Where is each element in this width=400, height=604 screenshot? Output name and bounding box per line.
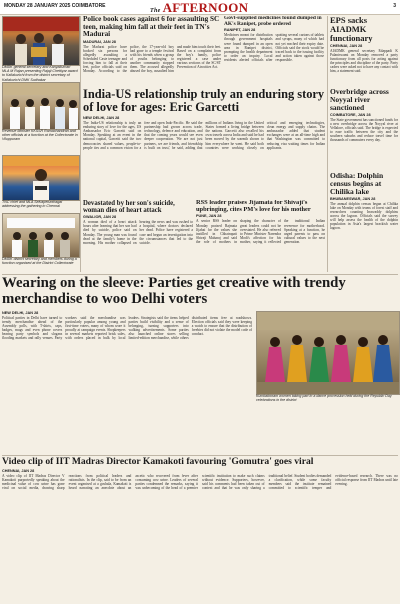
headline-rss: RSS leader praises Jijamata for Shivaji's upbringing, cites PM's love for his mother [196, 200, 311, 213]
story-overbridge [330, 88, 398, 170]
story-rss [196, 200, 325, 272]
body-odisha: The annual dolphin census began at Chilika lake on Monday with teams of forest staff and researchers counting Irrawaddy dolphins across the lagoon. Officials said the survey will help assess the health of the dolphin population in Asia's largest brackish water lagoon. [330, 201, 398, 231]
masthead [0, 0, 400, 15]
story-eps [330, 16, 398, 86]
body-eps: AIADMK general secretary Edappadi K Palaniswami on Monday removed a party functionary from all posts for acting against the principles and discipline of the party. Party cadres were asked not to have any contact with him, a statement said. [330, 48, 398, 74]
photo-dmdk-meeting [2, 213, 80, 258]
photo-republic-day-dance [256, 311, 400, 395]
story-garcetti [83, 88, 325, 198]
dateline-police: MADURAI, JAN 28 [83, 39, 116, 44]
photo-collectorate-caption: Revenue Minister KKSSR Ramachandran and other officials at a function at the Collectorate in Viluppuram [2, 129, 78, 142]
body-garcetti: The India-US relationship is truly an enduring story of love for the ages, US Ambassador Eric Garcetti said on Monday. Speaking at an event in the national capital, Garcetti said the two democracies shared values, people-to-people ties and a common vision for a free and open Indo-Pacific. He said the partnership had grown across trade, technology, defence and education, and that the coming years would see even deeper cooperation. 'We are not just partners, we are friends, and friendship is built on trust,' he said, adding that millions of Indians living in the United States formed a living bridge between the nations. Garcetti also recalled his own travels across India and said he had been moved by the warmth shown to him everywhere he went. He said both countries were working closely on critical and emerging technologies, clean energy and supply chains. The ambassador added that student exchanges were at an all-time high and that Washington was committed to reducing visa waiting times for Indian applicants. [83, 121, 325, 150]
dateline-iit: CHENNAI, JAN 28 [2, 469, 35, 474]
dmdk-meeting-illustration [3, 214, 79, 257]
headline-govt: Govt-supplied medicines found dumped in AK's Ranipet, probe ordered [224, 16, 322, 27]
body-devastated: A woman died of a heart attack hours after learning that her son had died by suicide, police said on Monday. The young man was found dead at the family's home in the morning. His mother collapsed on hearing the news and was rushed to a hospital, where doctors declared her dead. Police have registered a case and begun an investigation into the circumstances that led to the suicide. [83, 220, 193, 245]
story-iit [2, 457, 398, 602]
collectorate-function-illustration [3, 83, 79, 129]
headline-eps: EPS sacks AIADMK functionary [330, 16, 373, 43]
body-police: The Madurai police have booked six persons for allegedly assaulting a Scheduled Caste teenager and forcing him to fall at their feet, police officials said on Monday. According to the police, the 17-year-old boy had gone to a temple festival with his friends when a group of youths belonging to another community stopped them. The accused allegedly abused the boy, assaulted him and made him touch their feet. Based on a complaint from the boy's family, police registered a case under various sections of the SC/ST Prevention of Atrocities Act. [83, 44, 221, 74]
headline-garcetti: India-US relationship truly an enduring story of love for ages: Eric Garcetti [83, 88, 325, 115]
headline-devastated: Devastated by her son's suicide, woman dies of heart attack [83, 200, 175, 215]
divider-left-column [80, 16, 81, 272]
body-rss: A senior RSS leader on Monday praised Rajmata Jijabai for the values she instilled in Chhatrapati Shivaji Maharaj and said the role of mothers in shaping the character of great leaders could not be overstated. He also referred to Prime Minister Narendra Modi's affection for his mother, saying it reflected the traditional Indian reverence for motherhood. Speaking at a function, he urged parents to pass on cultural values to the next generation. [196, 219, 325, 244]
tnc-chief-illustration [3, 156, 79, 200]
dateline-odisha: BHUBANESWAR, JAN 28 [330, 196, 376, 201]
body-iit: A video clip of IIT Madras Director V Kamakoti purportedly speaking about the medicinal value of cow urine has gone viral on social media, drawing sharp reactions from political leaders and rationalists. In the clip, said to be from an event organised at a goshala, Kamakoti is heard narrating an anecdote about an ascetic who recovered from fever after consuming cow urine. Leaders of several parties condemned the remarks, saying it was unbecoming of the head of a premier scientific institution to make such claims without evidence. Supporters, however, said his comments had been taken out of context and that he was only sharing a traditional belief. Student bodies demanded a clarification, while some faculty members said the institute remained committed to scientific temper and evidence-based research. There was no official response from IIT Madras until late evening. [2, 474, 398, 491]
logo-prefix: The [150, 8, 161, 14]
logo-text: AFTERNOON [162, 0, 249, 15]
photo-award-caption: DMDK general secretary and Kanyakumari MLA M Rajan presenting Rajaji Chettiyar award to Kallakurichi from the district secretary of Kallakurichi DMK Sudhakar [2, 65, 78, 82]
photo-republic-day-caption: Kumbakonam women taking part in a dance procession held during the Republic Day celebrations in the district [256, 394, 392, 403]
divider-horizontal-top [2, 274, 398, 275]
dateline-overbridge: COIMBATORE, JAN 28 [330, 112, 371, 117]
dateline-garcetti: NEW DELHI, JAN 28 [83, 116, 120, 121]
body-overbridge: The State government has sanctioned funds for a new overbridge across the Noyyal river at Vellalore, officials said. The bridge is expected to ease traffic between the city and the southern suburbs and reduce travel time for thousands of commuters every day. [330, 117, 398, 143]
dateline-parties: NEW DELHI, JAN 28 [2, 311, 39, 315]
story-odisha [330, 172, 398, 272]
story-devastated [83, 200, 193, 272]
body-govt: Medicines meant for distribution through government hospitals were found dumped in an open area in Ranipet district, prompting the health department to order an inquiry. Local residents alerted officials after spotting several cartons of tablets and syrups, many of which had not yet reached their expiry date. Officials said the stock would be traced back to the issuing facility and action taken against those responsible. [224, 33, 324, 62]
headline-odisha: Odisha: Dolphin census begins at Chilika lake [330, 172, 384, 196]
republic-day-dance-illustration [257, 312, 399, 394]
photo-award-ceremony [2, 16, 80, 66]
dateline-devastated: GWALIOR, JAN 28 [83, 215, 117, 220]
divider-right-column [327, 16, 328, 272]
photo-dmdk-caption: DMDK district secretary and members during a function organised at the District Collectorate [2, 257, 77, 266]
headline-overbridge: Overbridge across Noyyal river sanctioned [330, 88, 389, 112]
headline-parties: Wearing on the sleeve: Parties get creative with trendy merchandise to woo Delhi voters [2, 276, 346, 307]
story-govt-medicines [224, 16, 324, 86]
dateline-eps: CHENNAI, JAN 28 [330, 43, 363, 48]
photo-tnc-chief [2, 155, 80, 201]
masthead-logo [150, 0, 248, 16]
headline-police: Police book cases against 6 for assaulting SC teen, making him fall at their feet in TN's Madurai [83, 16, 220, 39]
award-ceremony-illustration [3, 17, 79, 65]
photo-collectorate-function [2, 82, 80, 130]
body-parties: Political parties in Delhi have turned to trendy merchandise ahead of the Assembly polls, with T-shirts, caps, badges, mugs and even phone covers bearing party symbols and slogans flooding markets and rally venues. Party workers said the merchandise was particularly popular among young and first-time voters, many of whom wore it proudly at campaign events. Shopkeepers in several markets reported brisk sales, with orders placed in bulk by local leaders. Strategists said the items helped parties build visibility and a sense of belonging, turning supporters into walking advertisements. Some parties also launched online stores selling limited-edition merchandise, while others distributed items free at roadshows. Election officials said they were keeping a watch to ensure that the distribution of freebies did not violate the model code of conduct. [2, 316, 252, 341]
dateline-rss: PUNE, JAN 28 [196, 214, 222, 219]
headline-iit: Video clip of IIT Madras Director Kamakoti favouring 'Gomutra' goes viral [2, 457, 314, 467]
divider-horizontal-bottom [2, 455, 398, 456]
photo-tnc-caption: TNC chief and MLA Selvaperunthagai addressing the gathering in Chennai [2, 200, 63, 209]
dateline-govt: RANIPET, JAN 28 [224, 28, 256, 33]
page-number: 3 [393, 3, 396, 9]
story-police [83, 16, 221, 86]
masthead-date: MONDAY 28 JANUARY 2025 COIMBATORE [4, 3, 106, 9]
story-parties-body [2, 311, 252, 451]
